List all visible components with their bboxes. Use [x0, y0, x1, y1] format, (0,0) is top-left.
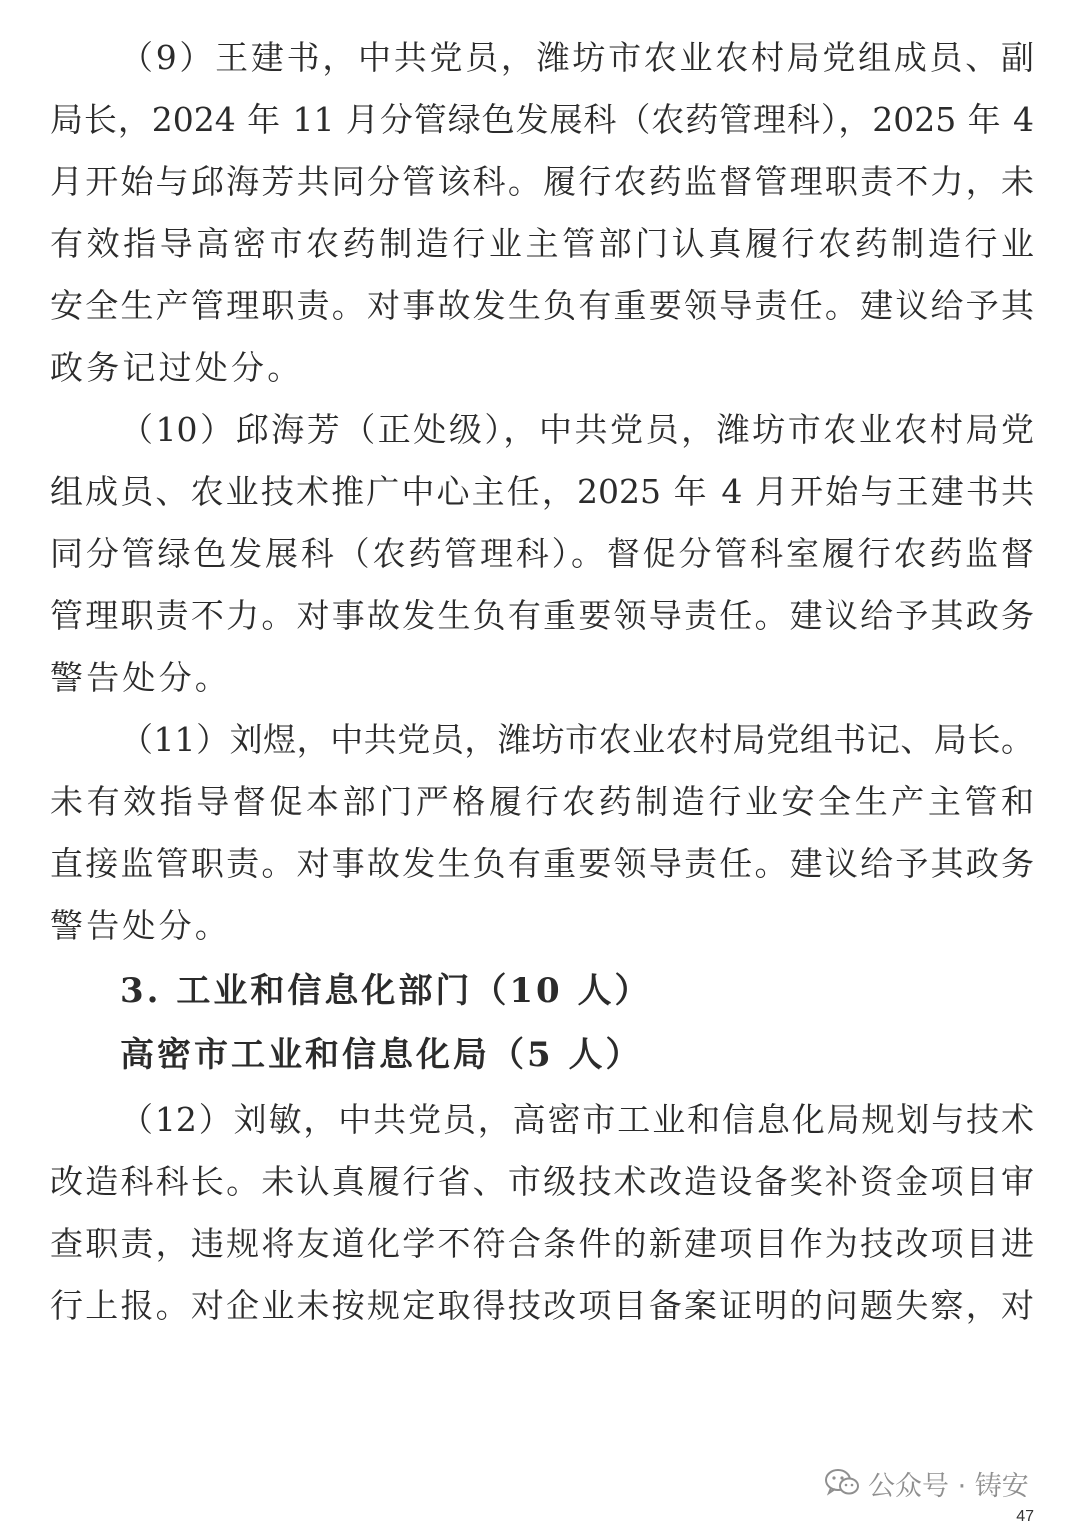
- paragraph-line: （9）王建书，中共党员，潍坊市农业农村局党组成员、副: [120, 38, 1034, 77]
- paragraph-line: 直接监管职责。对事故发生负有重要领导责任。建议给予其政务: [50, 844, 1034, 883]
- paragraph-line: 局长，2024 年 11 月分管绿色发展科（农药管理科），2025 年 4: [50, 100, 1034, 139]
- paragraph-line: 改造科科长。未认真履行省、市级技术改造设备奖补资金项目审: [50, 1162, 1034, 1201]
- paragraph-line: （11）刘煜，中共党员，潍坊市农业农村局党组书记、局长。: [120, 720, 1034, 759]
- wechat-icon: [824, 1468, 860, 1498]
- subsection-heading: 高密市工业和信息化局（5 人）: [120, 1035, 643, 1075]
- paragraph-line: 月开始与邱海芳共同分管该科。履行农药监督管理职责不力，未: [50, 162, 1034, 201]
- paragraph-line: 行上报。对企业未按规定取得技改项目备案证明的问题失察，对: [50, 1286, 1034, 1325]
- paragraph-line: 警告处分。: [50, 906, 231, 945]
- paragraph-line: 同分管绿色发展科（农药管理科）。督促分管科室履行农药监督: [50, 534, 1034, 573]
- page-number: 47: [1016, 1508, 1034, 1525]
- paragraph-line: 查职责，违规将友道化学不符合条件的新建项目作为技改项目进: [50, 1224, 1034, 1263]
- paragraph-line: 有效指导高密市农药制造行业主管部门认真履行农药制造行业: [50, 224, 1034, 263]
- paragraph-line: （12）刘敏，中共党员，高密市工业和信息化局规划与技术: [120, 1100, 1034, 1139]
- paragraph-line: 警告处分。: [50, 658, 231, 697]
- paragraph-line: 组成员、农业技术推广中心主任，2025 年 4 月开始与王建书共: [50, 472, 1034, 511]
- paragraph-line: （10）邱海芳（正处级），中共党员，潍坊市农业农村局党: [120, 410, 1034, 449]
- watermark: [824, 1463, 1029, 1503]
- paragraph-line: 管理职责不力。对事故发生负有重要领导责任。建议给予其政务: [50, 596, 1034, 635]
- paragraph-line: 安全生产管理职责。对事故发生负有重要领导责任。建议给予其: [50, 286, 1034, 325]
- paragraph-line: 未有效指导督促本部门严格履行农药制造行业安全生产主管和: [50, 782, 1034, 821]
- watermark-text: 公众号 · 铸安: [868, 1470, 1029, 1502]
- paragraph-line: 政务记过处分。: [50, 348, 304, 387]
- section-heading: 3. 工业和信息化部门（10 人）: [120, 971, 652, 1011]
